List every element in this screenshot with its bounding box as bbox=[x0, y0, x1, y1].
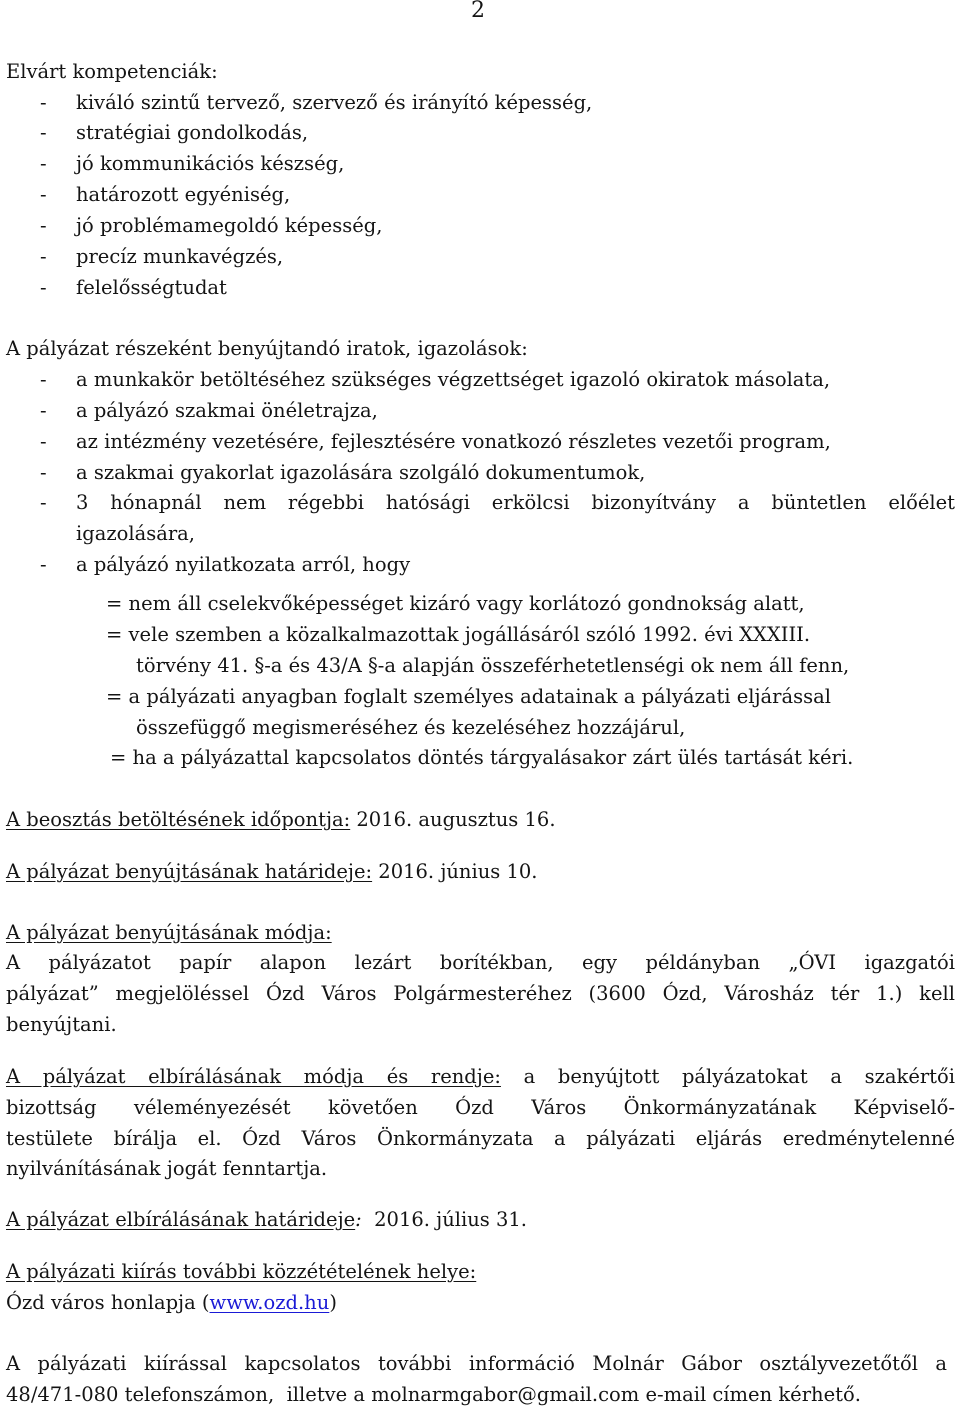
document-item: - a pályázó nyilatkozata arról, hogy bbox=[40, 553, 411, 576]
competency-item: - jó kommunikációs készség, bbox=[40, 152, 345, 175]
submission-method-text: pályázat” megjelöléssel Ózd Város Polgármesteréhez (3600 Ózd, Városház tér 1.) kell bbox=[6, 982, 955, 1005]
submission-deadline: A pályázat benyújtásának határideje: 2016. június 10. bbox=[6, 860, 538, 883]
declaration-item: = nem áll cselekvőképességet kizáró vagy korlátozó gondnokság alatt, bbox=[106, 592, 805, 615]
competency-item: - jó problémamegoldó képesség, bbox=[40, 214, 383, 237]
competencies-heading: Elvárt kompetenciák: bbox=[6, 60, 218, 83]
page-number: 2 bbox=[471, 0, 485, 23]
evaluation-text: testülete bírálja el. Ózd Város Önkormányzata a pályázati eljárás eredménytelenné bbox=[6, 1127, 955, 1150]
publication-text: Ózd város honlapja (www.ozd.hu) bbox=[6, 1291, 337, 1314]
evaluation-deadline: A pályázat elbírálásának határideje: 2016. július 31. bbox=[6, 1208, 528, 1231]
competency-item: - felelősségtudat bbox=[40, 276, 227, 299]
start-date: A beosztás betöltésének időpontja: 2016. augusztus 16. bbox=[6, 808, 556, 831]
contact-text: 48/471-080 telefonszámon, illetve a molnarmgabor@gmail.com e-mail címen kérhető. bbox=[6, 1383, 861, 1406]
document-item: - a szakmai gyakorlat igazolására szolgáló dokumentumok, bbox=[40, 461, 646, 484]
contact-text: A pályázati kiírással kapcsolatos további információ Molnár Gábor osztályvezetőtől a bbox=[6, 1352, 947, 1375]
declaration-item: = a pályázati anyagban foglalt személyes adatainak a pályázati eljárással bbox=[106, 685, 832, 708]
competency-item: - határozott egyéniség, bbox=[40, 183, 291, 206]
document-item-continuation: igazolására, bbox=[76, 522, 195, 545]
submission-method-heading: A pályázat benyújtásának módja: bbox=[6, 921, 332, 944]
document-item: - 3 hónapnál nem régebbi hatósági erkölcsi bizonyítvány a büntetlen előélet bbox=[40, 491, 955, 514]
declaration-item-continuation: összefüggő megismeréséhez és kezeléséhez hozzájárul, bbox=[136, 716, 686, 739]
competency-item: - kiváló szintű tervező, szervező és irányító képesség, bbox=[40, 91, 593, 114]
evaluation-text: A pályázat elbírálásának módja és rendje: a benyújtott pályázatokat a szakértői bbox=[6, 1065, 955, 1088]
evaluation-text: bizottság véleményezését követően Ózd Város Önkormányzatának Képviselő- bbox=[6, 1096, 955, 1119]
submission-method-text: A pályázatot papír alapon lezárt borítékban, egy példányban „ÓVI igazgatói bbox=[6, 951, 955, 974]
document-item: - az intézmény vezetésére, fejlesztésére vonatkozó részletes vezetői program, bbox=[40, 430, 831, 453]
documents-heading: A pályázat részeként benyújtandó iratok, igazolások: bbox=[6, 337, 528, 360]
competency-item: - precíz munkavégzés, bbox=[40, 245, 284, 268]
competency-item: - stratégiai gondolkodás, bbox=[40, 121, 309, 144]
evaluation-text: nyilvánításának jogát fenntartja. bbox=[6, 1157, 328, 1180]
declaration-item-continuation: törvény 41. §-a és 43/A §-a alapján összeférhetetlenségi ok nem áll fenn, bbox=[136, 654, 850, 677]
declaration-item: = vele szemben a közalkalmazottak jogállásáról szóló 1992. évi XXXIII. bbox=[106, 623, 811, 646]
website-link[interactable]: www.ozd.hu bbox=[209, 1291, 330, 1314]
publication-heading: A pályázati kiírás további közzétételének helye: bbox=[6, 1260, 477, 1283]
document-item: - a pályázó szakmai önéletrajza, bbox=[40, 399, 378, 422]
submission-method-text: benyújtani. bbox=[6, 1013, 117, 1036]
declaration-item: = ha a pályázattal kapcsolatos döntés tárgyalásakor zárt ülés tartását kéri. bbox=[110, 746, 854, 769]
document-item: - a munkakör betöltéséhez szükséges végzettséget igazoló okiratok másolata, bbox=[40, 368, 831, 391]
